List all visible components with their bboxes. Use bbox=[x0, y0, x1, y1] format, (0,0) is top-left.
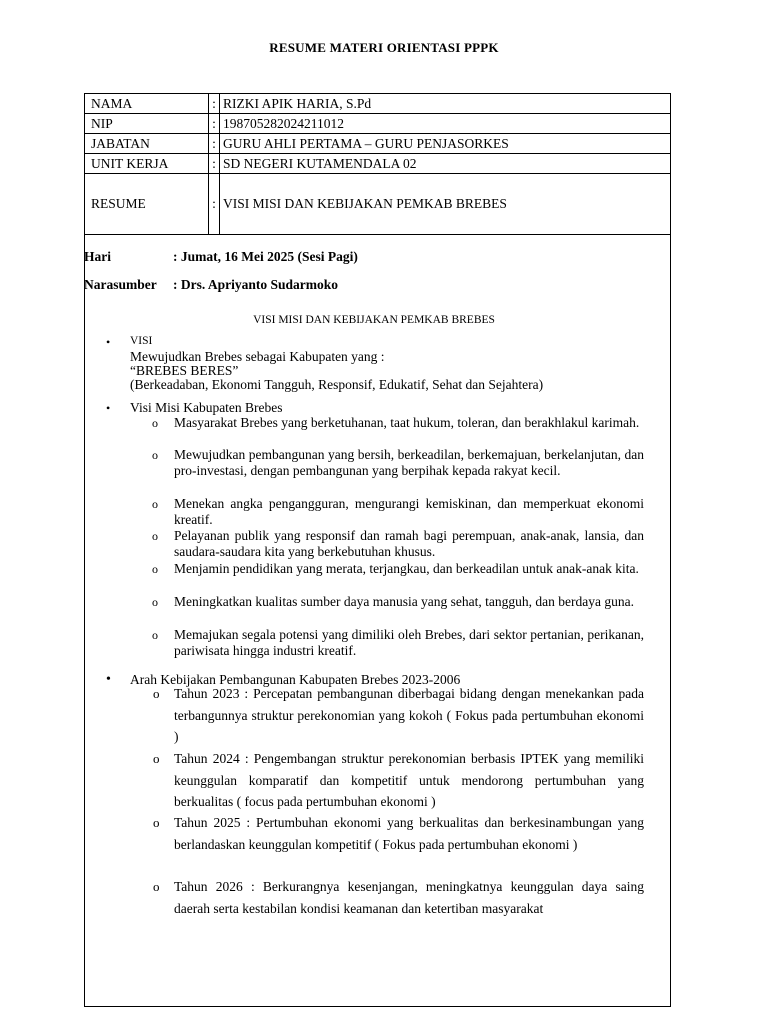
arah-title: Arah Kebijakan Pembangunan Kabupaten Brebes 2023-2006 bbox=[130, 672, 461, 687]
identity-table bbox=[84, 93, 671, 235]
sub-bullet-icon: o bbox=[153, 879, 160, 894]
colon: : bbox=[209, 114, 220, 134]
list-item: Tahun 2025 : Pertumbuhan ekonomi yang berkualitas dan berkesinambungan yang berlandaskan keunggulan kompetitif ( Fokus pada pertumbuhan ekonomi ) bbox=[174, 815, 644, 852]
bullet-icon: • bbox=[106, 672, 111, 687]
sub-bullet-icon: o bbox=[153, 751, 160, 766]
list-item: Mewujudkan pembangunan yang bersih, berkeadilan, berkemajuan, berkelanjutan, dan pro-investasi, dengan pembangunan yang berpihak kepada rakyat kecil. bbox=[174, 447, 644, 479]
colon: : bbox=[209, 134, 220, 154]
list-item: Meningkatkan kualitas sumber daya manusia yang sehat, tangguh, dan berdaya guna. bbox=[174, 594, 634, 609]
list-item: Masyarakat Brebes yang berketuhanan, taat hukum, toleran, dan berakhlakul karimah. bbox=[174, 415, 640, 430]
hari-line bbox=[84, 249, 358, 265]
colon: : bbox=[209, 94, 220, 114]
narasumber-value: : Drs. Apriyanto Sudarmoko bbox=[173, 277, 339, 292]
sub-bullet-icon: o bbox=[152, 497, 158, 511]
document-title: RESUME MATERI ORIENTASI PPPK bbox=[269, 40, 499, 55]
table-row bbox=[85, 114, 671, 134]
table-row bbox=[85, 174, 671, 235]
sub-bullet-icon: o bbox=[152, 562, 158, 576]
row-value-resume: VISI MISI DAN KEBIJAKAN PEMKAB BREBES bbox=[220, 174, 671, 235]
bullet-icon: • bbox=[106, 335, 111, 349]
colon: : bbox=[209, 174, 220, 235]
row-label-unit-kerja: UNIT KERJA bbox=[85, 154, 209, 174]
visi-line-2: “BREBES BERES” bbox=[130, 363, 239, 378]
list-item: Menekan angka pengangguran, mengurangi kemiskinan, dan memperkuat ekonomi kreatif. bbox=[174, 496, 644, 528]
bullet-icon: • bbox=[106, 401, 111, 415]
misi-title: Visi Misi Kabupaten Brebes bbox=[130, 400, 283, 415]
colon: : bbox=[209, 154, 220, 174]
row-value-jabatan: GURU AHLI PERTAMA – GURU PENJASORKES bbox=[220, 134, 671, 154]
hari-label: Hari bbox=[84, 249, 111, 264]
row-label-nip: NIP bbox=[85, 114, 209, 134]
table-row bbox=[85, 134, 671, 154]
sub-bullet-icon: o bbox=[153, 815, 160, 830]
sub-bullet-icon: o bbox=[152, 628, 158, 642]
narasumber-line bbox=[84, 277, 338, 293]
table-row bbox=[85, 94, 671, 114]
sub-bullet-icon: o bbox=[152, 416, 158, 430]
sub-bullet-icon: o bbox=[153, 686, 160, 701]
row-value-nama: RIZKI APIK HARIA, S.Pd bbox=[220, 94, 671, 114]
visi-line-3: (Berkeadaban, Ekonomi Tangguh, Responsif, Edukatif, Sehat dan Sejahtera) bbox=[130, 377, 544, 392]
section-subheading: VISI MISI DAN KEBIJAKAN PEMKAB BREBES bbox=[253, 314, 495, 326]
narasumber-label: Narasumber bbox=[84, 277, 157, 292]
sub-bullet-icon: o bbox=[152, 529, 158, 543]
list-item: Tahun 2024 : Pengembangan struktur perekonomian berbasis IPTEK yang memiliki keunggulan komparatif dan kompetitif untuk mendorong pertumbuhan yang berkualitas ( focus pada pertumbuhan ekonomi ) bbox=[174, 751, 644, 809]
visi-line-1: Mewujudkan Brebes sebagai Kabupaten yang : bbox=[130, 349, 385, 364]
list-item: Tahun 2023 : Percepatan pembangunan diberbagai bidang dengan menekankan pada terbangunnya struktur perekonomian yang kokoh ( Fokus pada pertumbuhan ekonomi ) bbox=[174, 686, 644, 744]
row-value-unit-kerja: SD NEGERI KUTAMENDALA 02 bbox=[220, 154, 671, 174]
hari-value: : Jumat, 16 Mei 2025 (Sesi Pagi) bbox=[173, 249, 358, 264]
row-label-jabatan: JABATAN bbox=[85, 134, 209, 154]
visi-title: VISI bbox=[130, 335, 153, 347]
sub-bullet-icon: o bbox=[152, 448, 158, 462]
table-row bbox=[85, 154, 671, 174]
list-item: Menjamin pendidikan yang merata, terjangkau, dan berkeadilan untuk anak-anak kita. bbox=[174, 561, 639, 576]
list-item: Memajukan segala potensi yang dimiliki oleh Brebes, dari sektor pertanian, perikanan, pariwisata hingga industri kreatif. bbox=[174, 627, 644, 659]
sub-bullet-icon: o bbox=[152, 595, 158, 609]
row-label-resume: RESUME bbox=[85, 174, 209, 235]
row-value-nip: 198705282024211012 bbox=[220, 114, 671, 134]
row-label-nama: NAMA bbox=[85, 94, 209, 114]
list-item: Pelayanan publik yang responsif dan ramah bagi perempuan, anak-anak, lansia, dan saudara-saudara kita yang berkebutuhan khusus. bbox=[174, 528, 644, 560]
list-item: Tahun 2026 : Berkurangnya kesenjangan, meningkatnya keunggulan daya saing daerah serta kestabilan kondisi keamanan dan ketertiban masyarakat bbox=[174, 879, 644, 916]
